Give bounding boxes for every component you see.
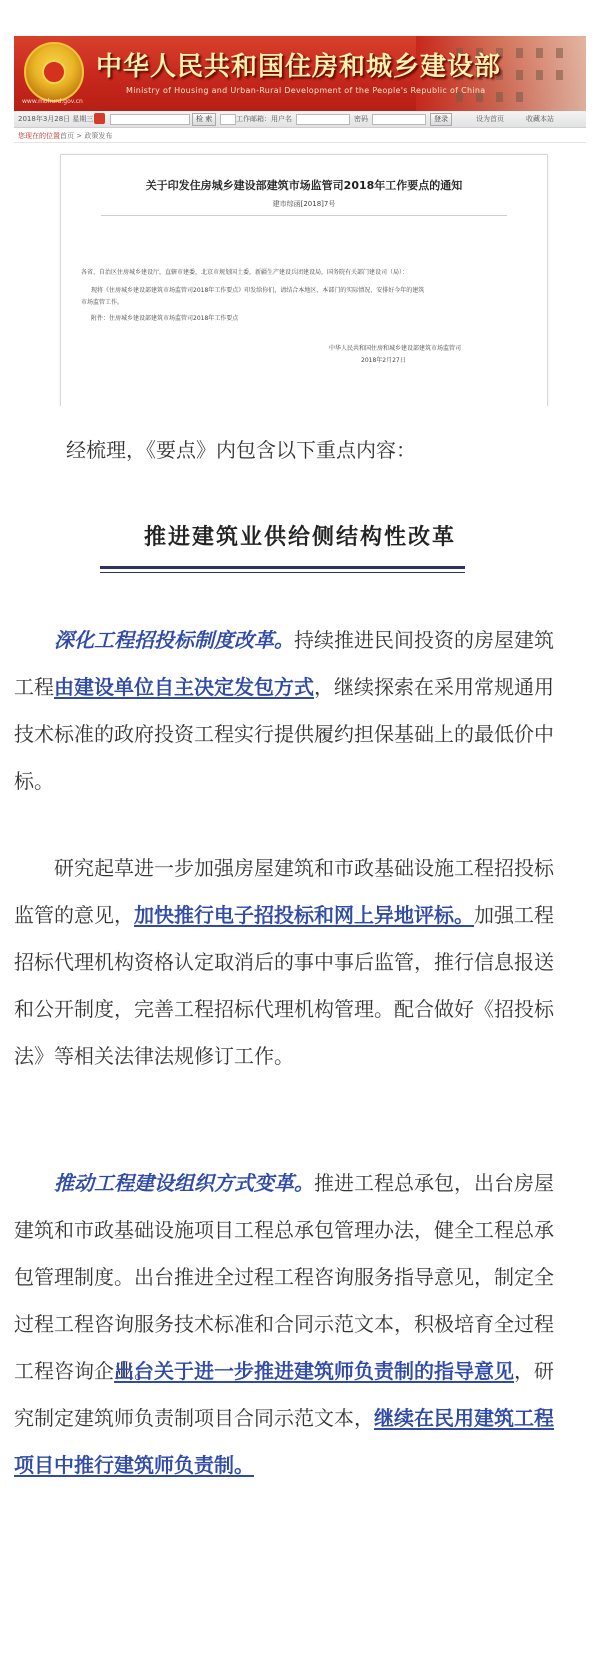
underlined-highlight: 加快推行电子招投标和网上异 xyxy=(134,903,394,927)
heading-underline-thin xyxy=(100,572,465,573)
set-homepage-link[interactable]: 设为首页 xyxy=(476,115,504,123)
paragraph-text: 准和合同示范文本，积极培育全过程工程咨询企业。 xyxy=(14,1312,554,1383)
paragraph-text: 履约担保基础上的最低价中标。 xyxy=(14,722,554,793)
underlined-highlight: 继续在民用建 xyxy=(374,1406,494,1430)
login-button[interactable]: 登录 xyxy=(430,113,452,126)
breadcrumb-label: 您现在的位置： xyxy=(18,132,67,140)
paragraph-text: 索在采用常规通用技术标准的政府投资工程实行提供 xyxy=(14,675,554,746)
notice-title: 关于印发住房城乡建设部建筑市场监管司2018年工作要点的通知 xyxy=(145,179,463,192)
notice-document xyxy=(60,154,548,406)
intro-text: 经梳理，《要点》内包含以下重点内容： xyxy=(66,438,416,462)
paragraph-bidding-reform xyxy=(14,617,554,805)
national-emblem-icon xyxy=(24,42,84,102)
paragraph-organization-reform xyxy=(14,1160,554,1489)
paragraph-text: 持续推进民间投资的 xyxy=(294,628,474,652)
notice-issuer: 中华人民共和国住房和城乡建设部建筑市场监管司 xyxy=(329,345,462,352)
underlined-highlight: 地评标。 xyxy=(394,903,474,927)
password-input[interactable] xyxy=(372,114,426,125)
section-heading: 推进建筑业供给侧结构性改革 xyxy=(143,525,456,550)
paragraph-text: 程招投标监管的意见， xyxy=(14,856,554,927)
site-toolbar xyxy=(14,111,586,128)
site-name-en: Ministry of Housing and Urban-Rural Development of the People's Republic of China xyxy=(126,86,486,95)
toolbar-date: 2018年3月28日 星期三 xyxy=(18,115,94,123)
underlined-highlight: 出台关于进一步推进建筑师负责制的指导意见 xyxy=(114,1359,514,1383)
paragraph-text: 标代理机构管理。配合做好《招投标法》等相关法律 xyxy=(14,997,554,1068)
paragraph-text: 法规修订工作。 xyxy=(154,1044,294,1068)
mail-label: 工作邮箱：用户名 xyxy=(236,115,292,123)
favorite-link[interactable]: 收藏本站 xyxy=(526,115,554,123)
notice-body-1: 现将《住房城乡建设部建筑市场监管司2018年工作要点》印发给你们，请结合本地区、本部门的实际情况，安排好今年的建筑 xyxy=(91,287,425,294)
breadcrumb xyxy=(14,128,586,143)
paragraph-text: 中事后监管，推行信息报送和公开制度，完善工程招 xyxy=(14,950,554,1021)
notice-date: 2018年2月27日 xyxy=(361,357,406,364)
calendar-icon[interactable] xyxy=(94,113,105,124)
paragraph-text: 研究起草进一步加强房屋建筑和市政基础设施工 xyxy=(54,856,474,880)
site-banner xyxy=(14,36,586,111)
paragraph-bidding-supervision xyxy=(14,845,554,1080)
search-button[interactable]: 检 索 xyxy=(192,113,216,126)
search-input[interactable] xyxy=(110,114,190,125)
password-label: 密码 xyxy=(354,115,368,123)
underlined-highlight: 由建设单位自主决定发包方式 xyxy=(54,675,314,699)
paragraph-text: 推进工程总承包， xyxy=(314,1171,474,1195)
mail-icon xyxy=(220,114,236,125)
emphasis-heading: 推动工程建设组织方式变革。 xyxy=(54,1171,314,1195)
notice-body-2: 市场监管工作。 xyxy=(81,299,124,306)
paragraph-text: ，研究 xyxy=(14,1359,554,1430)
breadcrumb-path[interactable]: 首页 > 政策发布 xyxy=(60,132,113,140)
site-name: 中华人民共和国住房和城乡建设部 xyxy=(96,52,502,82)
emphasis-heading: 深化工程招投标制度改革。 xyxy=(54,628,294,652)
paragraph-text: 法，健全工程总承包管理制度。出台推进全过程工程 xyxy=(14,1218,554,1289)
paragraph-text: 咨询服务指导意见，制定全过程工程咨询服务技术标 xyxy=(14,1265,554,1336)
notice-divider xyxy=(101,215,507,216)
paragraph-text: 出台房屋建筑和市政基础设施项目工程总承包管理办 xyxy=(14,1171,554,1242)
underlined-highlight: 筑工程项目中推行建筑师负责制。 xyxy=(14,1406,554,1477)
username-input[interactable] xyxy=(296,114,350,125)
paragraph-text: 制定建筑师负责制项目合同示范文本， xyxy=(34,1406,374,1430)
notice-attachment[interactable]: 附件：住房城乡建设部建筑市场监管司2018年工作要点 xyxy=(91,315,239,322)
notice-recipients: 各省、自治区住房城乡建设厅，直辖市建委，北京市规划国土委，新疆生产建设兵团建设局，国务院有关部门建设司（局）： xyxy=(81,269,409,276)
heading-underline xyxy=(100,566,465,569)
site-url: www.mohurd.gov.cn xyxy=(22,98,83,105)
paragraph-text: 加强工程招标代理机构资格认定取消后的事 xyxy=(14,903,554,974)
paragraph-text: 房屋建筑工程 xyxy=(14,628,554,699)
notice-number: 建市综函[2018]7号 xyxy=(272,200,336,208)
paragraph-text: ，继续探 xyxy=(314,675,394,699)
website-screenshot xyxy=(14,36,586,406)
